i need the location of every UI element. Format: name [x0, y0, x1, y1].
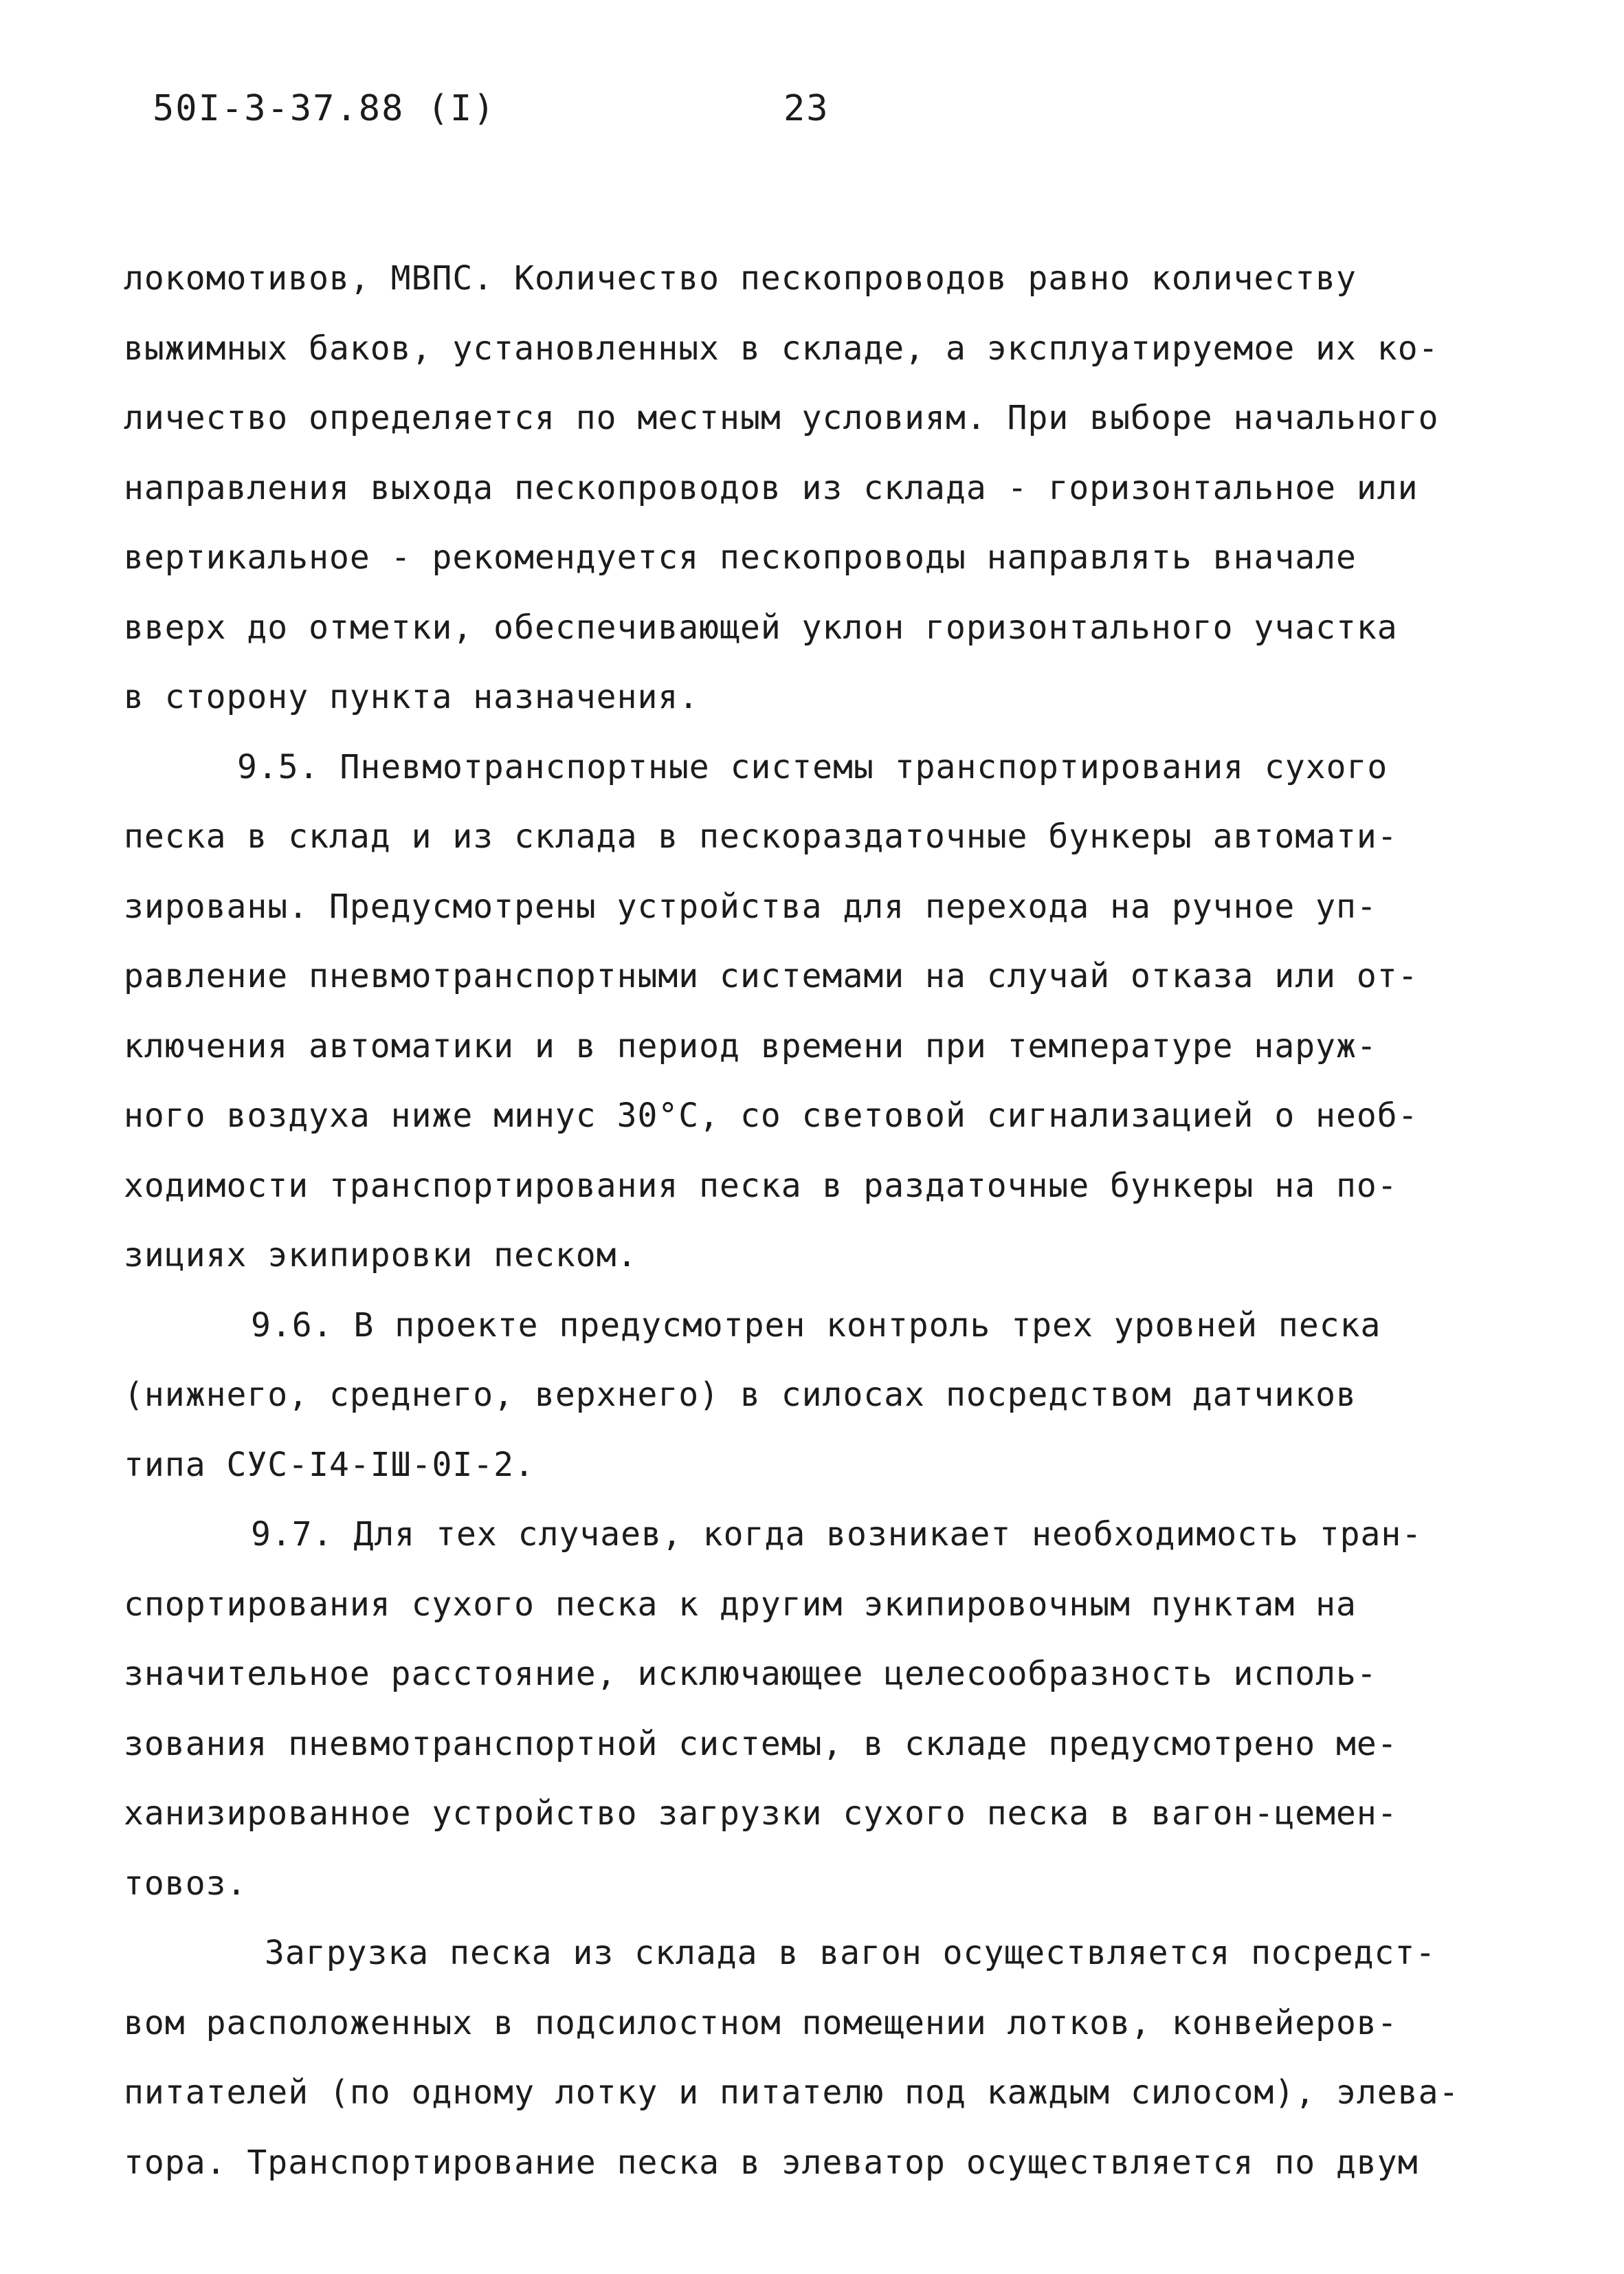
body-text [124, 244, 1498, 2198]
document-code: 50I-3-37.88 (I) [153, 88, 496, 129]
text-line: спортирования сухого песка к другим экипировочным пунктам на [124, 1585, 1357, 1624]
text-line: равление пневмотранспортными системами на случай отказа или от- [124, 957, 1419, 995]
paragraph [124, 244, 1498, 733]
text-line: 9.6. В проекте предусмотрен контроль трех уровней песка [251, 1305, 1381, 1345]
text-line: ключения автоматики и в период времени при температуре наруж- [124, 1026, 1377, 1066]
text-line: вверх до отметки, обеспечивающей уклон горизонтального участка [124, 608, 1398, 647]
text-line: вом расположенных в подсилостном помещении лотков, конвейеров- [124, 2003, 1398, 2042]
text-line: песка в склад и из склада в пескораздаточные бункеры автомати- [124, 817, 1398, 856]
text-line: питателей (по одному лотку и питателю под каждым силосом), элева- [124, 2073, 1460, 2112]
paragraph [124, 1500, 1498, 1919]
text-line: товоз. [124, 1864, 247, 1903]
text-line: личество определяется по местным условиям. При выборе начального [124, 399, 1439, 437]
text-line: в сторону пункта назначения. [124, 678, 700, 716]
text-line: 9.5. Пневмотранспортные системы транспортирования сухого [237, 747, 1388, 786]
text-line: тора. Транспортирование песка в элеватор осуществляется по двум [124, 2143, 1419, 2182]
text-line: вертикальное - рекомендуется пескопроводы направлять вначале [124, 538, 1357, 577]
text-line: зициях экипировки песком. [124, 1236, 638, 1274]
page-number: 23 [783, 88, 830, 129]
text-line: Загрузка песка из склада в вагон осуществляется посредст- [265, 1934, 1436, 1972]
text-line: 9.7. Для тех случаев, когда возникает необходимость тран- [251, 1515, 1423, 1554]
text-line: ходимости транспортирования песка в раздаточные бункеры на по- [124, 1166, 1398, 1205]
text-line: зования пневмотранспортной системы, в складе предусмотрено ме- [124, 1724, 1398, 1763]
text-line: значительное расстояние, исключающее целесообразность исполь- [124, 1655, 1377, 1693]
paragraph [124, 1291, 1498, 1501]
text-line: локомотивов, МВПС. Количество пескопроводов равно количеству [124, 259, 1357, 298]
text-line: ханизированное устройство загрузки сухого песка в вагон-цемен- [124, 1794, 1398, 1833]
text-line: выжимных баков, установленных в складе, а эксплуатируемое их ко- [124, 329, 1439, 368]
text-line: зированы. Предусмотрены устройства для перехода на ручное уп- [124, 887, 1377, 926]
text-line: направления выхода пескопроводов из склада - горизонтальное или [124, 468, 1419, 507]
paragraph [124, 733, 1498, 1291]
text-line: ного воздуха ниже минус 30°С, со световой сигнализацией о необ- [124, 1096, 1419, 1135]
text-line: типа СУС-I4-IШ-0I-2. [124, 1445, 535, 1484]
paragraph [124, 1919, 1498, 2198]
text-line: (нижнего, среднего, верхнего) в силосах посредством датчиков [124, 1376, 1357, 1414]
